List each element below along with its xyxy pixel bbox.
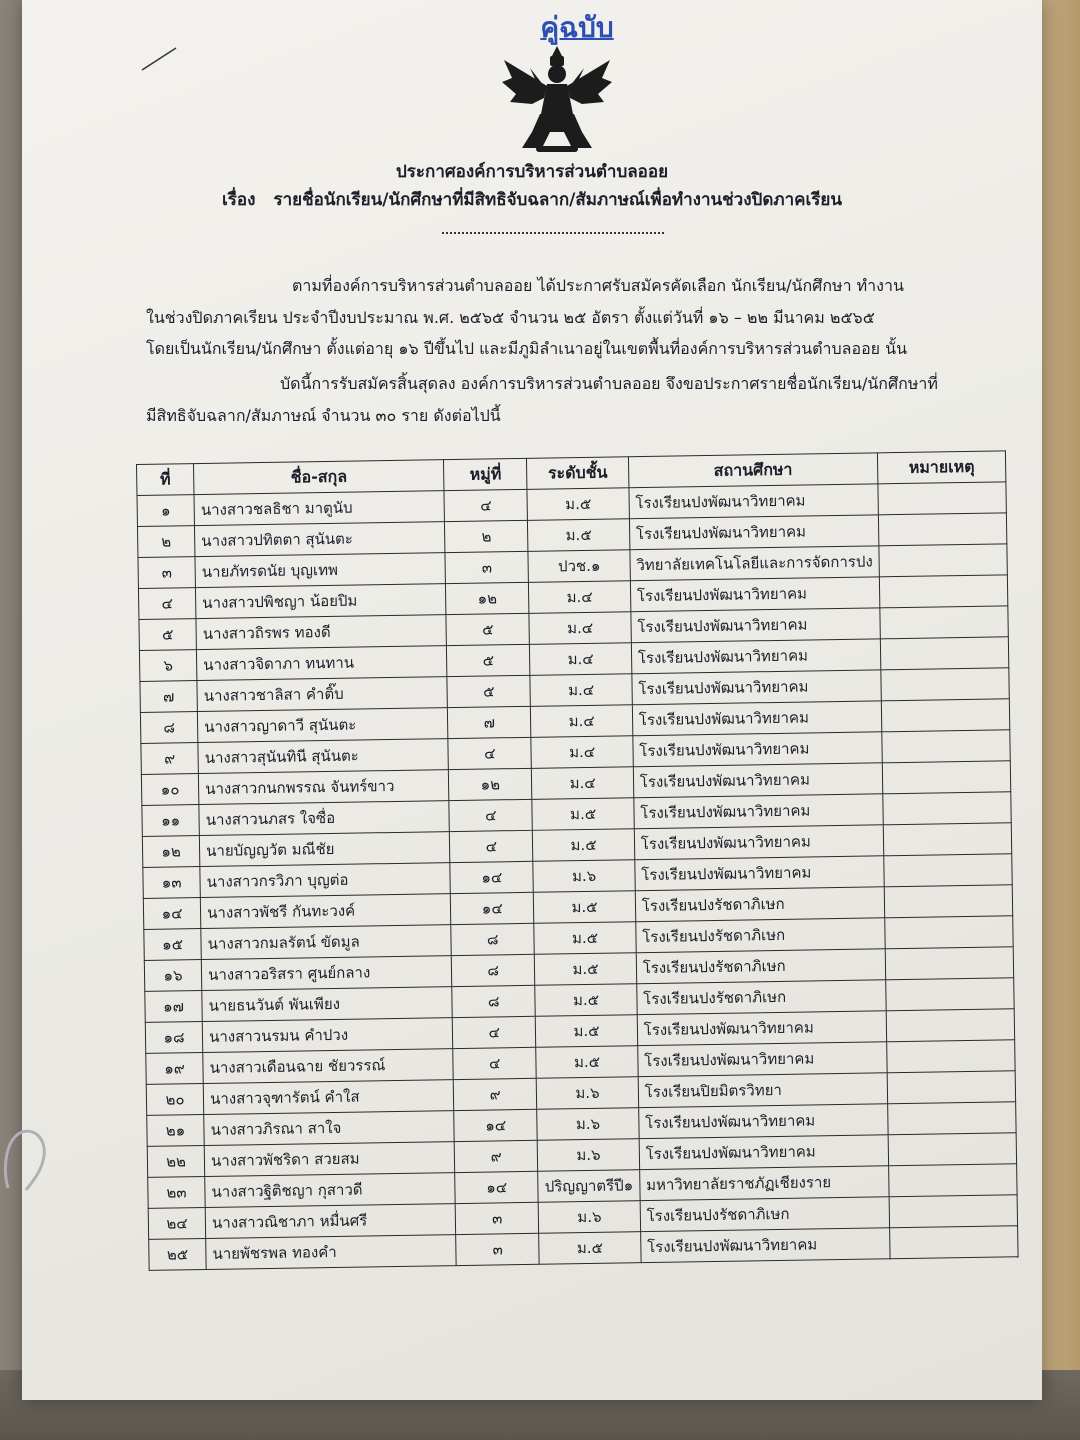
cell-no: ๕ — [139, 619, 197, 651]
cell-village: ๑๔ — [455, 1171, 539, 1203]
cell-name: นางสาวจิดาภา ทนทาน — [197, 646, 447, 681]
cell-no: ๔ — [138, 588, 196, 620]
cell-village: ๑๔ — [450, 861, 534, 893]
cell-village: ๓ — [445, 551, 529, 583]
cell-name: นางสาวถิรพร ทองดี — [196, 615, 446, 650]
cell-school: โรงเรียนปงพัฒนาวิทยาคม — [629, 515, 879, 550]
cell-school: โรงเรียนปงรัชดาภิเษก — [636, 980, 886, 1015]
cell-level: ม.๕ — [536, 1046, 638, 1079]
paragraph-2-line-1: บัดนี้การรับสมัครสิ้นสุดลง องค์การบริหารส่วนตำบลออย จึงขอประกาศรายชื่อนักเรียน/นักศึกษาที่ — [280, 374, 938, 393]
cell-school: โรงเรียนปงพัฒนาวิทยาคม — [638, 1104, 888, 1139]
header-school: สถานศึกษา — [628, 453, 878, 488]
paper-clip-icon — [0, 1118, 60, 1198]
paragraph-2-line-2: มีสิทธิจับฉลาก/สัมภาษณ์ จำนวน ๓๐ ราย ดังต่อไปนี้ — [146, 406, 501, 425]
cell-name: นางสาวกมลรัตน์ ขัดมูล — [201, 925, 451, 960]
cell-school: มหาวิทยาลัยราชภัฏเชียงราย — [639, 1166, 889, 1201]
cell-level: ม.๔ — [531, 705, 633, 738]
cell-no: ๑๖ — [144, 960, 202, 992]
cell-school: โรงเรียนปงพัฒนาวิทยาคม — [630, 577, 880, 612]
cell-remark — [885, 916, 1013, 949]
cell-level: ม.๕ — [527, 488, 629, 521]
cell-remark — [889, 1195, 1017, 1228]
cell-school: วิทยาลัยเทคโนโลยีและการจัดการปง — [630, 546, 880, 581]
cell-level: ม.๔ — [530, 674, 632, 707]
cell-level: ม.๔ — [532, 767, 634, 800]
cell-remark — [881, 668, 1009, 701]
cell-no: ๒๕ — [149, 1238, 207, 1270]
cell-village: ๑๒ — [449, 768, 533, 800]
cell-village: ๘ — [451, 923, 535, 955]
cell-village: ๓ — [455, 1202, 539, 1234]
cell-remark — [879, 575, 1007, 608]
cell-school: โรงเรียนปงพัฒนาวิทยาคม — [640, 1228, 890, 1263]
cell-level: ม.๖ — [539, 1201, 641, 1234]
cell-village: ๔ — [448, 737, 532, 769]
paragraph-1-line-2: ในช่วงปิดภาคเรียน ประจำปีงบประมาณ พ.ศ. ๒๕๖๕ จำนวน ๒๕ อัตรา ตั้งแต่วันที่ ๑๖ – ๒๒ มีนาคม ๒๕๖๕ — [146, 308, 875, 327]
subject-text: รายชื่อนักเรียน/นักศึกษาที่มีสิทธิจับฉลาก/สัมภาษณ์เพื่อทำงานช่วงปิดภาคเรียน — [273, 190, 843, 210]
cell-no: ๑๐ — [141, 774, 199, 806]
announcement-subject — [22, 186, 1042, 213]
cell-school: โรงเรียนปงพัฒนาวิทยาคม — [634, 825, 884, 860]
cell-remark — [882, 761, 1010, 794]
header-village: หมู่ที่ — [444, 458, 528, 490]
cell-remark — [889, 1164, 1017, 1197]
cell-name: นายธนวันต์ พันเพียง — [202, 987, 452, 1022]
cell-no: ๑๒ — [142, 836, 200, 868]
cell-no: ๒๐ — [146, 1084, 204, 1116]
cell-school: โรงเรียนปงรัชดาภิเษก — [636, 949, 886, 984]
cell-no: ๒๔ — [148, 1208, 206, 1240]
cell-level: ม.๖ — [538, 1139, 640, 1172]
paragraph-1-line-3: โดยเป็นนักเรียน/นักศึกษา ตั้งแต่อายุ ๑๖ ปีขึ้นไป และมีภูมิลำเนาอยู่ในเขตพื้นที่องค์การบริหารส่วนตำบลออย นั้น — [146, 339, 908, 358]
cell-name: นางสาวนรมน คำปวง — [202, 1018, 452, 1053]
cell-remark — [882, 730, 1010, 763]
cell-village: ๑๒ — [446, 582, 530, 614]
cell-school: โรงเรียนปงพัฒนาวิทยาคม — [639, 1135, 889, 1170]
cell-level: ม.๕ — [534, 891, 636, 924]
header-name: ชื่อ-สกุล — [194, 460, 444, 495]
cell-remark — [878, 513, 1006, 546]
cell-no: ๑๗ — [145, 991, 203, 1023]
cell-school: โรงเรียนปงพัฒนาวิทยาคม — [629, 484, 879, 519]
cell-no: ๒ — [137, 526, 195, 558]
cell-level: ม.๕ — [534, 922, 636, 955]
cell-name: นางสาวชาลิสา คำติ๊บ — [197, 677, 447, 712]
cell-village: ๒ — [445, 520, 529, 552]
cell-school: โรงเรียนปงพัฒนาวิทยาคม — [634, 794, 884, 829]
cell-remark — [884, 885, 1012, 918]
cell-village: ๔ — [452, 1016, 536, 1048]
cell-village: ๙ — [453, 1078, 537, 1110]
cell-remark — [879, 544, 1007, 577]
cell-level: ม.๕ — [535, 984, 637, 1017]
cell-school: โรงเรียนปงพัฒนาวิทยาคม — [635, 856, 885, 891]
cell-remark — [888, 1102, 1016, 1135]
cell-no: ๑๓ — [143, 867, 201, 899]
cell-remark — [884, 854, 1012, 887]
cell-school: โรงเรียนปงพัฒนาวิทยาคม — [637, 1011, 887, 1046]
cell-no: ๑๑ — [142, 805, 200, 837]
cell-name: นางสาวพัชริดา สวยสม — [204, 1142, 454, 1177]
cell-level: ม.๕ — [532, 798, 634, 831]
cell-remark — [888, 1133, 1016, 1166]
cell-level: ม.๔ — [529, 581, 631, 614]
cell-level: ม.๕ — [533, 829, 635, 862]
cell-school: โรงเรียนปิยมิตรวิทยา — [638, 1073, 888, 1108]
cell-school: โรงเรียนปงพัฒนาวิทยาคม — [632, 670, 882, 705]
cell-school: โรงเรียนปงพัฒนาวิทยาคม — [632, 701, 882, 736]
cell-level: ม.๖ — [537, 1108, 639, 1141]
cell-school: โรงเรียนปงพัฒนาวิทยาคม — [631, 639, 881, 674]
cell-name: นางสาวชลธิชา มาตูนับ — [194, 491, 444, 526]
cell-remark — [890, 1226, 1018, 1259]
cell-remark — [880, 606, 1008, 639]
cell-level: ปริญญาตรีปี๑ — [538, 1170, 640, 1203]
paragraph-1-line-1: ตามที่องค์การบริหารส่วนตำบลออย ได้ประกาศรับสมัครคัดเลือก นักเรียน/นักศึกษา ทำงาน — [292, 276, 904, 295]
cell-school: โรงเรียนปงรัชดาภิเษก — [636, 918, 886, 953]
cell-name: นางสาวนภสร ใจซื่อ — [199, 801, 449, 836]
cell-level: ปวช.๑ — [528, 550, 630, 583]
cell-remark — [880, 637, 1008, 670]
cell-name: นางสาวกนกพรรณ จันทร์ขาว — [199, 770, 449, 805]
cell-no: ๒๒ — [147, 1146, 205, 1178]
cell-village: ๙ — [454, 1140, 538, 1172]
cell-village: ๗ — [448, 706, 532, 738]
document-page — [22, 0, 1042, 1400]
header-no: ที่ — [137, 464, 195, 496]
cell-school: โรงเรียนปงรัชดาภิเษก — [635, 887, 885, 922]
cell-level: ม.๔ — [529, 612, 631, 645]
cell-no: ๓ — [138, 557, 196, 589]
cell-school: โรงเรียนปงพัฒนาวิทยาคม — [633, 732, 883, 767]
cell-name: นางสาวสุนันทินี สุนันตะ — [198, 739, 448, 774]
cell-village: ๔ — [453, 1047, 537, 1079]
cell-village: ๓ — [456, 1233, 540, 1265]
cell-remark — [883, 792, 1011, 825]
cell-level: ม.๖ — [537, 1077, 639, 1110]
cell-remark — [885, 947, 1013, 980]
pen-mark — [140, 42, 180, 72]
cell-no: ๗ — [140, 681, 198, 713]
cell-name: นางสาวอริสรา ศูนย์กลาง — [201, 956, 451, 991]
cell-remark — [886, 1009, 1014, 1042]
cell-name: นางสาวกรวิภา บุญต่อ — [200, 863, 450, 898]
cell-village: ๔ — [449, 830, 533, 862]
cell-name: นายพัชรพล ทองคำ — [206, 1235, 456, 1270]
cell-no: ๑๔ — [143, 898, 201, 930]
cell-name: นางสาวปพิชญา น้อยปิม — [196, 584, 446, 619]
subject-label: เรื่อง — [221, 190, 256, 210]
cell-level: ม.๕ — [536, 1015, 638, 1048]
cell-name: นายภัทรดนัย บุญเทพ — [195, 553, 445, 588]
announcement-title: ประกาศองค์การบริหารส่วนตำบลออย — [395, 162, 669, 182]
copy-stamp: คู่ฉบับ — [540, 11, 614, 44]
cell-school: โรงเรียนปงพัฒนาวิทยาคม — [631, 608, 881, 643]
cell-name: นางสาวภิรณา สาใจ — [204, 1111, 454, 1146]
cell-school: โรงเรียนปงพัฒนาวิทยาคม — [637, 1042, 887, 1077]
cell-no: ๑ — [137, 495, 195, 527]
cell-remark — [878, 482, 1006, 515]
cell-level: ม.๕ — [528, 519, 630, 552]
table-body — [137, 482, 1018, 1271]
cell-no: ๖ — [139, 650, 197, 682]
cell-school: โรงเรียนปงรัชดาภิเษก — [640, 1197, 890, 1232]
cell-no: ๒๓ — [148, 1177, 206, 1209]
cell-name: นางสาวฐิติชญา กุสาวดี — [205, 1173, 455, 1208]
cell-name: นางสาวปทิตตา สุนันตะ — [195, 522, 445, 557]
cell-village: ๕ — [446, 613, 530, 645]
cell-name: นางสาวจุฑารัตน์ คำใส — [203, 1080, 453, 1115]
cell-name: นายบัญญวัต มณีชัย — [199, 832, 449, 867]
cell-village: ๕ — [447, 644, 531, 676]
cell-village: ๘ — [451, 954, 535, 986]
cell-village: ๕ — [447, 675, 531, 707]
cell-village: ๘ — [452, 985, 536, 1017]
cell-no: ๘ — [140, 712, 198, 744]
cell-no: ๑๙ — [146, 1053, 204, 1085]
cell-remark — [887, 1071, 1015, 1104]
student-list-table — [136, 450, 1019, 1271]
cell-no: ๑๘ — [145, 1022, 203, 1054]
cell-level: ม.๖ — [533, 860, 635, 893]
cell-name: นางสาวณิชาภา หมื่นศรี — [205, 1204, 455, 1239]
cell-village: ๔ — [449, 799, 533, 831]
cell-no: ๙ — [141, 743, 199, 775]
cell-remark — [881, 699, 1009, 732]
cell-name: นางสาวญาดาวี สุนันตะ — [198, 708, 448, 743]
cell-level: ม.๕ — [535, 953, 637, 986]
dotted-divider — [442, 232, 664, 234]
cell-no: ๒๑ — [147, 1115, 205, 1147]
header-remark: หมายเหตุ — [878, 451, 1006, 484]
garuda-emblem-icon — [492, 38, 622, 158]
cell-level: ม.๔ — [531, 736, 633, 769]
header-level: ระดับชั้น — [527, 457, 629, 490]
cell-name: นางสาวพัชรี กันทะวงค์ — [200, 894, 450, 929]
cell-village: ๑๔ — [450, 892, 534, 924]
cell-remark — [887, 1040, 1015, 1073]
cell-level: ม.๕ — [539, 1232, 641, 1265]
cell-no: ๑๕ — [144, 929, 202, 961]
cell-village: ๔ — [444, 489, 528, 521]
cell-school: โรงเรียนปงพัฒนาวิทยาคม — [633, 763, 883, 798]
cell-remark — [883, 823, 1011, 856]
cell-name: นางสาวเดือนฉาย ชัยวรรณ์ — [203, 1049, 453, 1084]
cell-level: ม.๔ — [530, 643, 632, 676]
cell-village: ๑๔ — [454, 1109, 538, 1141]
cell-remark — [886, 978, 1014, 1011]
